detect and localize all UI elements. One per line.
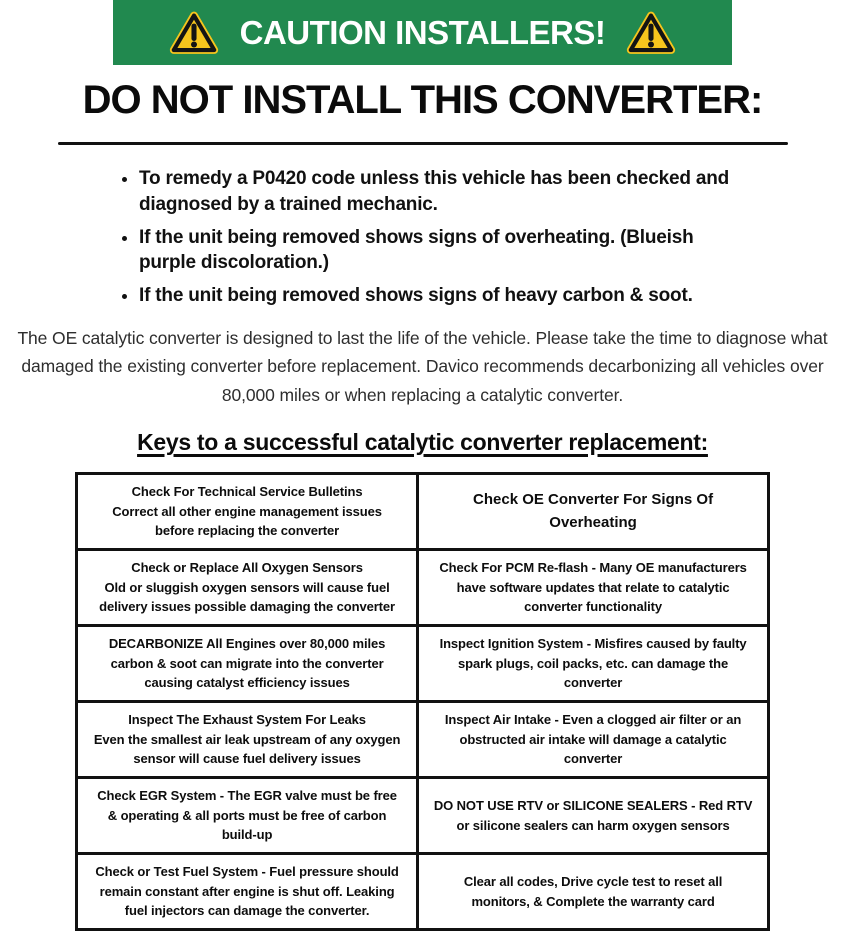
list-item: • If the unit being removed shows signs of overheating. (Blueish purple discoloration.)	[139, 225, 730, 277]
cell-line: Correct all other engine management issues before replacing the converter	[112, 503, 382, 539]
page-title: DO NOT INSTALL THIS CONVERTER:	[82, 78, 763, 122]
table-row	[77, 702, 769, 778]
oe-note-paragraph: The OE catalytic converter is designed to last the life of the vehicle. Please take the time to diagnose what damaged the existing converter before replacement. Davico recommends decarbonizing all vehicles over 80,000 miles or when replacing a catalytic converter.	[17, 328, 828, 405]
table-row	[77, 854, 769, 930]
cell-line: DECARBONIZE All Engines over 80,000 miles carbon & soot can migrate into the converter causing catalyst efficiency issues	[108, 636, 386, 691]
cell-line: Check or Test Fuel System - Fuel pressure should remain constant after engine is shut off. Leaking fuel injectors can damage the converter.	[95, 864, 399, 919]
table-cell	[77, 778, 418, 854]
caution-banner	[113, 0, 732, 65]
divider-line	[58, 142, 788, 145]
warning-triangle-icon	[625, 10, 677, 56]
cell-line: Even the smallest air leak upstream of any oxygen sensor will cause fuel delivery issues	[93, 731, 401, 767]
table-row	[77, 474, 769, 550]
table-cell	[418, 702, 769, 778]
cell-line: Inspect Air Intake - Even a clogged air filter or an obstructed air intake will damage a catalytic converter	[444, 712, 742, 767]
cell-line: Check or Replace All Oxygen Sensors	[131, 560, 363, 576]
keys-heading: Keys to a successful catalytic converter replacement:	[137, 429, 708, 456]
cell-line: Check EGR System - The EGR valve must be free & operating & all ports must be free of carbon build-up	[97, 788, 397, 843]
banner-title: CAUTION INSTALLERS!	[239, 13, 606, 51]
table-cell	[418, 854, 769, 930]
table-cell	[418, 626, 769, 702]
table-cell	[77, 854, 418, 930]
cell-line: Clear all codes, Drive cycle test to reset all monitors, & Complete the warranty card	[463, 874, 723, 909]
cell-line: Check For PCM Re-flash - Many OE manufacturers have software updates that relate to catalytic converter functionality	[439, 560, 747, 615]
table-cell	[418, 474, 769, 550]
list-item: • To remedy a P0420 code unless this vehicle has been checked and diagnosed by a trained mechanic.	[139, 166, 730, 218]
table-row	[77, 778, 769, 854]
table-row	[77, 550, 769, 626]
table-cell	[418, 550, 769, 626]
cell-line: Old or sluggish oxygen sensors will cause fuel delivery issues possible damaging the converter	[99, 579, 395, 615]
list-item: • If the unit being removed shows signs of heavy carbon & soot.	[139, 283, 730, 309]
cell-line: DO NOT USE RTV or SILICONE SEALERS - Red RTV or silicone sealers can harm oxygen sensors	[433, 798, 753, 833]
cell-line: Check OE Converter For Signs Of Overheating	[473, 491, 714, 531]
table-cell	[77, 550, 418, 626]
table-cell	[418, 778, 769, 854]
cell-line: Check For Technical Service Bulletins	[131, 484, 363, 500]
keys-table	[75, 472, 770, 931]
cell-line: Inspect The Exhaust System For Leaks	[128, 712, 366, 728]
table-cell	[77, 474, 418, 550]
table-cell	[77, 626, 418, 702]
table-cell	[77, 702, 418, 778]
table-row	[77, 626, 769, 702]
cell-line: Inspect Ignition System - Misfires caused by faulty spark plugs, coil packs, etc. can damage the converter	[439, 636, 747, 691]
warning-triangle-icon	[168, 10, 220, 56]
warning-list	[122, 166, 730, 309]
